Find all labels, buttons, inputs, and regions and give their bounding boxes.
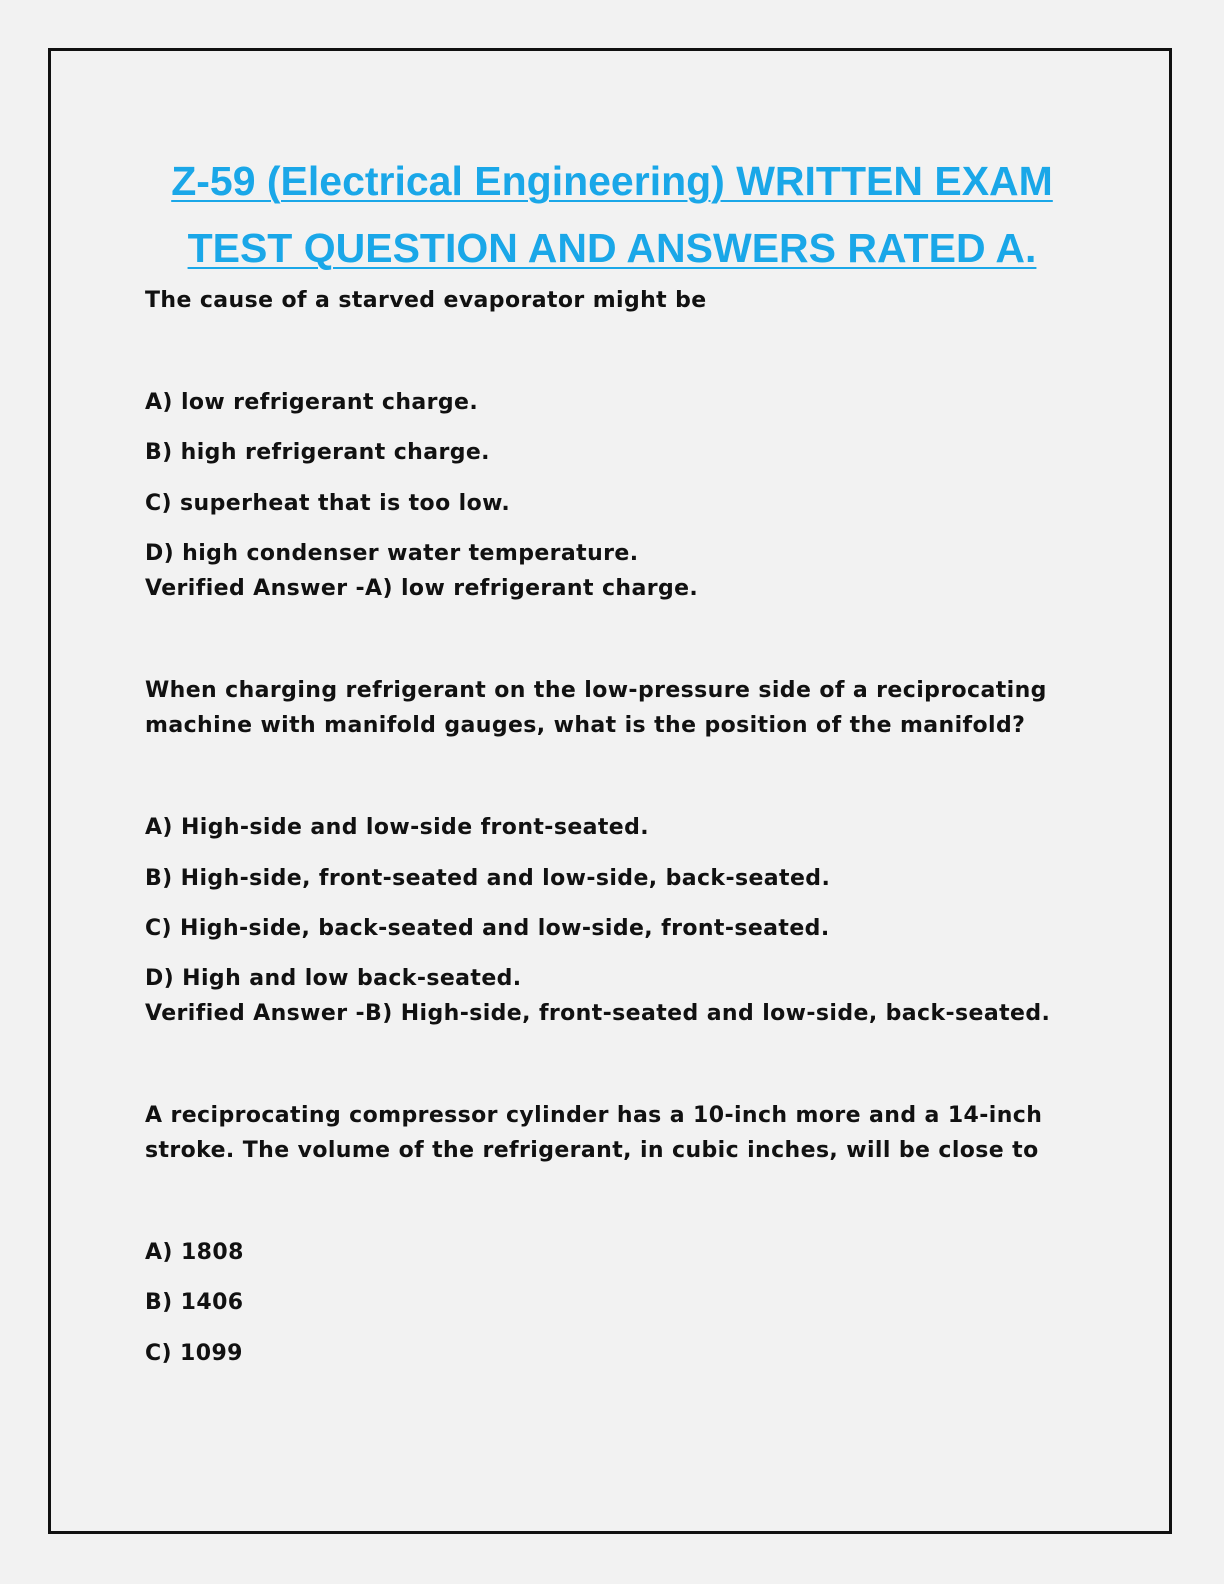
- question-3-text-line-1: A reciprocating compressor cylinder has a 10-inch more and a 14-inch: [145, 1103, 1043, 1128]
- question-1-answer: Verified Answer -A) low refrigerant charge.: [145, 576, 699, 601]
- question-3-option-a: A) 1808: [145, 1240, 244, 1265]
- title-line-1: Z-59 (Electrical Engineering) WRITTEN EXAM: [171, 158, 1053, 204]
- question-1-option-a: A) low refrigerant charge.: [145, 390, 479, 415]
- question-2-option-c: C) High-side, back-seated and low-side, front-seated.: [145, 916, 830, 941]
- question-3-option-b: B) 1406: [145, 1290, 244, 1315]
- question-2-text-line-2: machine with manifold gauges, what is the position of the manifold?: [145, 713, 1026, 738]
- question-1-text: The cause of a starved evaporator might be: [145, 288, 707, 313]
- question-2-option-a: A) High-side and low-side front-seated.: [145, 815, 650, 840]
- question-1-option-c: C) superheat that is too low.: [145, 491, 511, 516]
- question-3-option-c: C) 1099: [145, 1341, 243, 1366]
- question-2-option-b: B) High-side, front-seated and low-side, back-seated.: [145, 866, 831, 891]
- question-2-option-d: D) High and low back-seated.: [145, 966, 522, 991]
- document-title: [100, 148, 1124, 282]
- title-line-2: TEST QUESTION AND ANSWERS RATED A.: [187, 225, 1037, 271]
- question-1-option-d: D) high condenser water temperature.: [145, 541, 639, 566]
- question-1-option-b: B) high refrigerant charge.: [145, 440, 490, 465]
- question-3-text-line-2: stroke. The volume of the refrigerant, in cubic inches, will be close to: [145, 1138, 1039, 1163]
- question-2-answer: Verified Answer -B) High-side, front-seated and low-side, back-seated.: [145, 1001, 1051, 1026]
- question-2-text-line-1: When charging refrigerant on the low-pressure side of a reciprocating: [145, 678, 1047, 703]
